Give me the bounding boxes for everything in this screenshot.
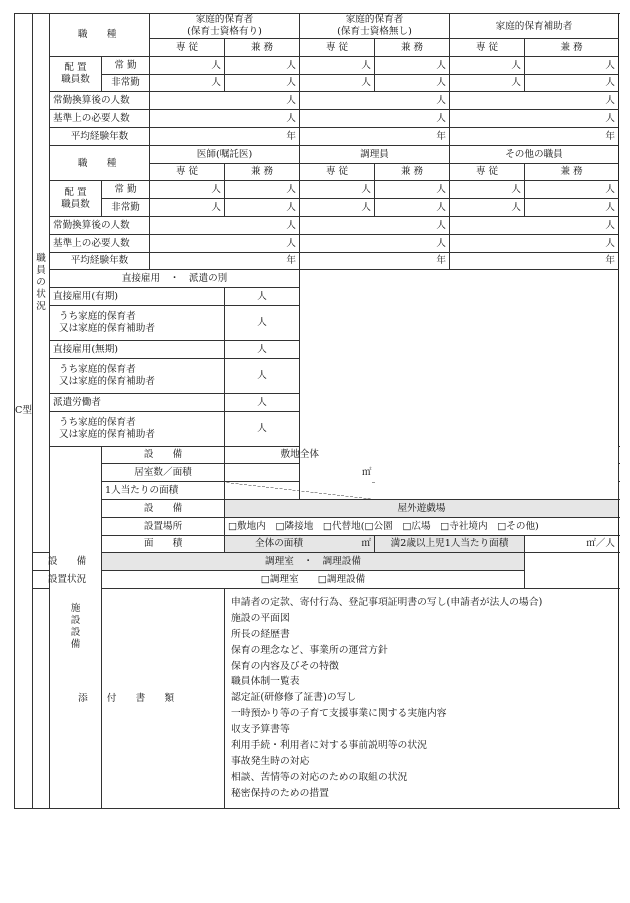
attachment-item: 利用手続・利用者に対する事前説明等の状況 bbox=[231, 740, 427, 752]
attachment-item: 秘密保持のための措置 bbox=[231, 787, 329, 799]
input-cell[interactable]: 人 bbox=[450, 56, 525, 74]
equipment-label: 設 備 bbox=[102, 499, 225, 517]
attachment-item: 収支予算書等 bbox=[231, 724, 290, 736]
kenmu-header: 兼 務 bbox=[225, 39, 300, 57]
avg-experience-label: 平均経験年数 bbox=[50, 127, 150, 145]
area-per-person-label: 1人当たりの面積 bbox=[102, 482, 225, 500]
input-cell[interactable]: 人 bbox=[450, 181, 525, 199]
kenmu-header: 兼 務 bbox=[375, 39, 450, 57]
direct-open-term-label: 直接雇用(無期) bbox=[50, 340, 225, 358]
input-cell[interactable]: 人 bbox=[225, 199, 300, 217]
attachments-label: 添 付 書 類 bbox=[33, 588, 225, 808]
input-cell[interactable]: 人 bbox=[225, 305, 300, 340]
playground-header: 屋外遊戯場 bbox=[225, 499, 619, 517]
input-cell[interactable]: 人 bbox=[450, 199, 525, 217]
attachment-item: 保育の理念など、事業所の運営方針 bbox=[231, 644, 388, 656]
senju-header: 専 従 bbox=[450, 163, 525, 181]
attachment-item: 保育の内容及びその特徴 bbox=[231, 660, 339, 672]
attachment-item: 申請者の定款、寄付行為、登記事項証明書の写し(申請者が法人の場合) bbox=[231, 596, 543, 608]
kitchen-options[interactable]: □調理室 □調理設備 bbox=[102, 571, 525, 589]
input-cell[interactable]: 人 bbox=[150, 181, 225, 199]
input-cell[interactable]: 人 bbox=[525, 181, 619, 199]
avg-experience-label: 平均経験年数 bbox=[50, 252, 150, 270]
input-cell[interactable]: 人 bbox=[450, 110, 619, 128]
input-cell[interactable]: 人 bbox=[375, 199, 450, 217]
col-header-cook: 調理員 bbox=[300, 145, 450, 163]
fulltime-label: 常 勤 bbox=[102, 181, 150, 199]
input-cell[interactable]: 人 bbox=[375, 181, 450, 199]
input-cell[interactable]: 人 bbox=[150, 199, 225, 217]
dispatch-worker-label: 派遣労働者 bbox=[50, 393, 225, 411]
input-cell[interactable]: ㎡ bbox=[225, 464, 375, 482]
input-cell[interactable]: 人 bbox=[150, 92, 300, 110]
staff-count-label: 配 置 職員数 bbox=[50, 56, 102, 92]
location-label: 設置場所 bbox=[102, 517, 225, 535]
input-cell[interactable]: 人 bbox=[300, 110, 450, 128]
sub-caregiver-label: うち家庭的保育者 又は家庭的保育補助者 bbox=[50, 411, 225, 446]
input-cell[interactable]: 人 bbox=[225, 56, 300, 74]
input-cell[interactable]: 人 bbox=[300, 216, 450, 234]
diagonal-cell bbox=[225, 482, 375, 500]
input-cell[interactable]: 人 bbox=[150, 216, 300, 234]
input-cell[interactable]: 年 bbox=[300, 252, 450, 270]
installation-status-label: 設置状況 bbox=[33, 571, 102, 589]
kenmu-header: 兼 務 bbox=[375, 163, 450, 181]
input-cell[interactable]: 人 bbox=[150, 74, 225, 92]
senju-header: 専 従 bbox=[450, 39, 525, 57]
sub-caregiver-label: うち家庭的保育者 又は家庭的保育補助者 bbox=[50, 305, 225, 340]
fulltime-label: 常 勤 bbox=[102, 56, 150, 74]
senju-header: 専 従 bbox=[300, 39, 375, 57]
input-cell[interactable]: 人 bbox=[225, 358, 300, 393]
input-cell[interactable]: 人 bbox=[525, 199, 619, 217]
direct-fixed-term-label: 直接雇用(有期) bbox=[50, 288, 225, 306]
fte-label: 常勤換算後の人数 bbox=[50, 92, 150, 110]
input-cell[interactable]: 人 bbox=[300, 199, 375, 217]
parttime-label: 非常勤 bbox=[102, 74, 150, 92]
attachment-item: 所長の経歴書 bbox=[231, 628, 290, 640]
attachments-list bbox=[225, 588, 619, 808]
attachment-item: 認定証(研修修了証書)の写し bbox=[231, 692, 357, 704]
unit-m2: ㎡ bbox=[361, 538, 371, 550]
input-cell[interactable]: 人 bbox=[150, 56, 225, 74]
kitchen-header: 調理室 ・ 調理設備 bbox=[102, 553, 525, 571]
kenmu-header: 兼 務 bbox=[225, 163, 300, 181]
input-cell[interactable]: 人 bbox=[375, 56, 450, 74]
input-cell[interactable]: 人 bbox=[225, 411, 300, 446]
attachment-item: 相談、苦情等の対応のための取組の状況 bbox=[231, 771, 408, 783]
col-header-other-staff: その他の職員 bbox=[450, 145, 619, 163]
required-count-label: 基準上の必要人数 bbox=[50, 234, 150, 252]
input-cell[interactable]: 人 bbox=[225, 181, 300, 199]
parttime-label: 非常勤 bbox=[102, 199, 150, 217]
shokushu-header: 職 種 bbox=[50, 145, 150, 181]
input-cell[interactable]: 人 bbox=[300, 56, 375, 74]
input-cell[interactable]: 人 bbox=[525, 56, 619, 74]
employment-title: 直接雇用 ・ 派遣の別 bbox=[50, 270, 300, 288]
attachment-item: 施設の平面図 bbox=[231, 612, 290, 624]
input-cell[interactable]: 年 bbox=[150, 252, 300, 270]
facility-section-label: 施 設 設 備 bbox=[50, 446, 102, 808]
col-header-caregiver-unlicensed: 家庭的保育者 (保育士資格無し) bbox=[300, 14, 450, 39]
input-cell[interactable]: 人 bbox=[525, 74, 619, 92]
col-header-caregiver-licensed: 家庭的保育者 (保育士資格有り) bbox=[150, 14, 300, 39]
room-count-area-label: 居室数／面積 bbox=[102, 464, 225, 482]
input-cell[interactable]: 年 bbox=[450, 252, 619, 270]
input-cell[interactable]: 人 bbox=[225, 393, 300, 411]
input-cell[interactable]: 人 bbox=[300, 74, 375, 92]
input-cell[interactable]: 人 bbox=[150, 234, 300, 252]
input-cell[interactable]: 人 bbox=[450, 92, 619, 110]
fte-label: 常勤換算後の人数 bbox=[50, 216, 150, 234]
total-area-cell[interactable] bbox=[225, 535, 375, 553]
input-cell[interactable]: 年 bbox=[450, 127, 619, 145]
input-cell[interactable]: 人 bbox=[225, 74, 300, 92]
equipment-label: 設 備 bbox=[102, 446, 225, 464]
input-cell[interactable]: 年 bbox=[150, 127, 300, 145]
senju-header: 専 従 bbox=[150, 163, 225, 181]
location-options[interactable]: □敷地内 □隣接地 □代替地(□公園 □広場 □寺社境内 □その他) bbox=[225, 517, 619, 535]
type-label: C型 bbox=[15, 14, 33, 809]
input-cell[interactable]: 人 bbox=[225, 288, 300, 306]
input-cell[interactable]: 人 bbox=[450, 216, 619, 234]
input-cell[interactable]: 人 bbox=[375, 74, 450, 92]
attachment-item: 事故発生時の対応 bbox=[231, 755, 310, 767]
application-form-table bbox=[14, 13, 619, 809]
shokushu-header: 職 種 bbox=[50, 14, 150, 57]
total-area-label: 全体の面積 bbox=[255, 538, 303, 550]
input-cell[interactable]: ㎡／人 bbox=[525, 535, 619, 553]
input-cell[interactable]: 人 bbox=[300, 234, 450, 252]
staff-section-label: 職 員 の 状 況 bbox=[33, 14, 50, 553]
input-cell[interactable]: 人 bbox=[450, 74, 525, 92]
col-header-assistant: 家庭的保育補助者 bbox=[450, 14, 619, 39]
input-cell[interactable]: 人 bbox=[150, 110, 300, 128]
senju-header: 専 従 bbox=[150, 39, 225, 57]
area-label: 面 積 bbox=[102, 535, 225, 553]
staff-count-label: 配 置 職員数 bbox=[50, 181, 102, 217]
attachment-item: 職員体制一覧表 bbox=[231, 676, 300, 688]
required-count-label: 基準上の必要人数 bbox=[50, 110, 150, 128]
input-cell[interactable]: 人 bbox=[450, 234, 619, 252]
input-cell[interactable]: 人 bbox=[300, 92, 450, 110]
attachment-item: 一時預かり等の子育て支援事業に関する実施内容 bbox=[231, 708, 447, 720]
equipment-label: 設 備 bbox=[33, 553, 102, 571]
input-cell[interactable]: 人 bbox=[300, 181, 375, 199]
senju-header: 専 従 bbox=[300, 163, 375, 181]
kenmu-header: 兼 務 bbox=[525, 39, 619, 57]
col-header-doctor: 医師(嘱託医) bbox=[150, 145, 300, 163]
per-child-area-label: 満2歳以上児1人当たり面積 bbox=[375, 535, 525, 553]
input-cell[interactable]: 人 bbox=[225, 340, 300, 358]
input-cell[interactable]: 年 bbox=[300, 127, 450, 145]
sub-caregiver-label: うち家庭的保育者 又は家庭的保育補助者 bbox=[50, 358, 225, 393]
kenmu-header: 兼 務 bbox=[525, 163, 619, 181]
site-whole-header: 敷地全体 bbox=[225, 446, 375, 464]
